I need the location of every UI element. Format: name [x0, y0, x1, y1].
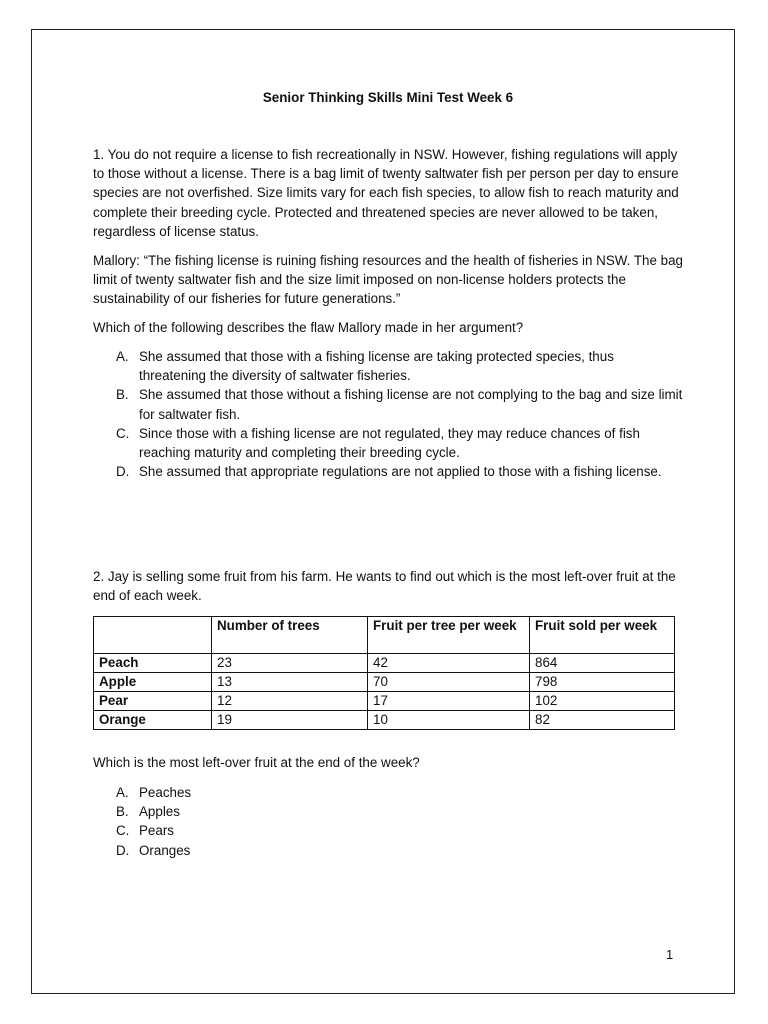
table-cell: 70 — [368, 673, 530, 692]
option-text: Pears — [139, 823, 174, 839]
table-cell: 82 — [530, 711, 675, 730]
q2-passage: 2. Jay is selling some fruit from his farm. He wants to find out which is the most left-over fruit at the end of each week. — [93, 569, 676, 604]
table-cell: 17 — [368, 692, 530, 711]
option-text: She assumed that appropriate regulations are not applied to those with a fishing license. — [139, 464, 662, 480]
table-row — [94, 654, 675, 673]
table-row — [94, 692, 675, 711]
option-letter: A. — [116, 785, 129, 800]
option-letter: D. — [116, 842, 130, 858]
option-letter: C. — [116, 425, 130, 441]
table-header-cell — [94, 617, 212, 654]
option-text: She assumed that those without a fishing license are not complying to the bag and size limit for saltwater fish. — [139, 387, 683, 422]
q1-option-d[interactable] — [93, 462, 683, 481]
table-cell: 12 — [212, 692, 368, 711]
option-text: Since those with a fishing license are not regulated, they may reduce chances of fish reaching maturity and completing their breeding cycle. — [139, 425, 640, 461]
page-title: Senior Thinking Skills Mini Test Week 6 — [262, 90, 514, 105]
table-cell: 42 — [368, 654, 530, 673]
q1-passage: 1. You do not require a license to fish recreationally in NSW. However, fishing regulations will apply to those without a license. There is a bag limit of twenty saltwater fish per person per day to ensure species are not overfished. Size limits vary for each fish species, to allow fish to reach maturity and complete their breeding cycle. Protected and threatened species are never allowed to be taken, regardless of license status. — [93, 147, 679, 239]
table-cell-fruit: Peach — [94, 654, 212, 673]
option-letter: B. — [116, 387, 129, 403]
option-text: Apples — [139, 804, 180, 820]
table-cell: 23 — [212, 654, 368, 673]
option-text: She assumed that those with a fishing license are taking protected species, thus threatening the diversity of saltwater fisheries. — [139, 349, 614, 384]
q1-mallory-quote: Mallory: “The fishing license is ruining fishing resources and the health of fisheries in NSW. The bag limit of twenty saltwater fish and the size limit imposed on non-license holders protects the sustainability of our fisheries for future generations.” — [93, 253, 683, 307]
q1-options — [93, 347, 683, 481]
q2-option-b[interactable] — [93, 802, 683, 821]
option-letter: C. — [116, 823, 130, 839]
table-cell: 798 — [530, 673, 675, 692]
q1-question: Which of the following describes the flaw Mallory made in her argument? — [93, 320, 524, 335]
table-row — [94, 711, 675, 730]
table-cell: 13 — [212, 673, 368, 692]
option-text: Peaches — [139, 785, 192, 800]
option-text: Oranges — [139, 842, 191, 858]
page-number: 1 — [666, 947, 674, 962]
table-cell: 864 — [530, 654, 675, 673]
table-cell-fruit: Orange — [94, 711, 212, 730]
table-header-row — [94, 617, 675, 654]
option-letter: B. — [116, 804, 129, 820]
q2-option-c[interactable] — [93, 821, 683, 840]
option-letter: D. — [116, 464, 130, 480]
table-cell-fruit: Pear — [94, 692, 212, 711]
table-header-cell: Number of trees — [212, 617, 368, 654]
q1-option-a[interactable] — [93, 347, 683, 385]
table-cell-fruit: Apple — [94, 673, 212, 692]
fruit-table — [93, 616, 675, 730]
table-header-cell: Fruit sold per week — [530, 617, 675, 654]
q1-option-b[interactable] — [93, 385, 683, 423]
table-cell: 102 — [530, 692, 675, 711]
option-letter: A. — [116, 349, 129, 364]
q1-option-c[interactable] — [93, 424, 683, 462]
table-cell: 10 — [368, 711, 530, 730]
table-cell: 19 — [212, 711, 368, 730]
table-header-cell: Fruit per tree per week — [368, 617, 530, 654]
q2-options — [93, 783, 683, 860]
q2-option-d[interactable] — [93, 841, 683, 860]
q2-option-a[interactable] — [93, 783, 683, 802]
table-row — [94, 673, 675, 692]
q2-question: Which is the most left-over fruit at the end of the week? — [93, 755, 420, 770]
